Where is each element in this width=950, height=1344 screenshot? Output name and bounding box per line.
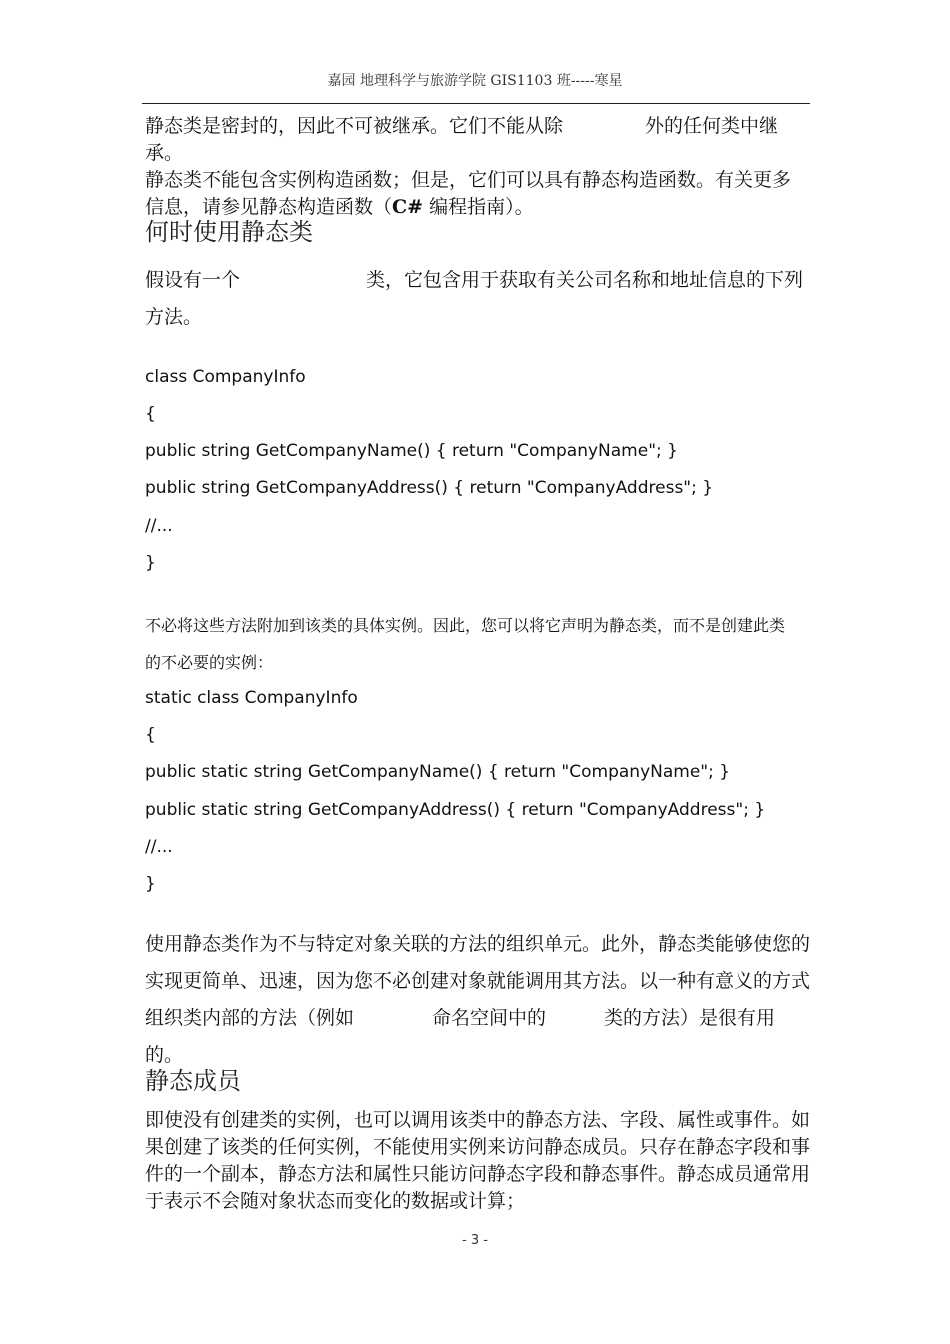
code-line: //... xyxy=(145,837,173,857)
code-line: public string GetCompanyAddress() { return "CompanyAddress"; } xyxy=(145,478,714,498)
section1-paragraph-2: 不必将这些方法附加到该类的具体实例。因此，您可以将它声明为静态类，而不是创建此类 的不必要的实例： xyxy=(145,616,786,672)
page-number: - 3 - xyxy=(462,1233,488,1248)
code-line: class CompanyInfo xyxy=(145,367,306,387)
intro-line-1: 静态类是密封的，因此不可被继承。它们不能从除 外的任何类中继承。 xyxy=(145,115,779,164)
code-line: public string GetCompanyName() { return "CompanyName"; } xyxy=(145,441,678,461)
section-heading-when-to-use: 何时使用静态类 xyxy=(145,218,313,246)
section1-paragraph-1: 假设有一个 类，它包含用于获取有关公司名称和地址信息的下列 方法。 xyxy=(145,269,804,328)
section-heading-static-members: 静态成员 xyxy=(145,1067,241,1095)
intro-line-3: 信息，请参见静态构造函数（C# 编程指南）。 xyxy=(145,196,534,218)
code-line: public static string GetCompanyAddress() { return "CompanyAddress"; } xyxy=(145,800,766,820)
section1-paragraph-3: 使用静态类作为不与特定对象关联的方法的组织单元。此外，静态类能够使您的 实现更简单、迅速，因为您不必创建对象就能调用其方法。以一种有意义的方式 组织类内部的方法（例如 命名空间中的 类的方法）是很有用的。 xyxy=(145,933,811,1066)
code-line: } xyxy=(145,553,156,573)
page-header: 嘉园 地理科学与旅游学院 GIS1103 班-----寒星 xyxy=(327,73,623,89)
intro-line-2: 静态类不能包含实例构造函数；但是，它们可以具有静态构造函数。有关更多 xyxy=(145,169,792,191)
section2-paragraph: 即使没有创建类的实例，也可以调用该类中的静态方法、字段、属性或事件。如 果创建了该类的任何实例，不能使用实例来访问静态成员。只存在静态字段和事 件的一个副本，静态方法和属性只能访问静态字段和静态事件。静态成员通常用 于表示不会随对象状态而变化的数据或计算； xyxy=(145,1109,811,1212)
code-line: { xyxy=(145,404,156,424)
code-line: static class CompanyInfo xyxy=(145,688,358,708)
header-divider xyxy=(142,103,810,104)
code-line: public static string GetCompanyName() { return "CompanyName"; } xyxy=(145,762,731,782)
intro-paragraph xyxy=(145,113,810,221)
code-line: } xyxy=(145,874,156,894)
code-line: { xyxy=(145,725,156,745)
code-line: //... xyxy=(145,516,173,536)
